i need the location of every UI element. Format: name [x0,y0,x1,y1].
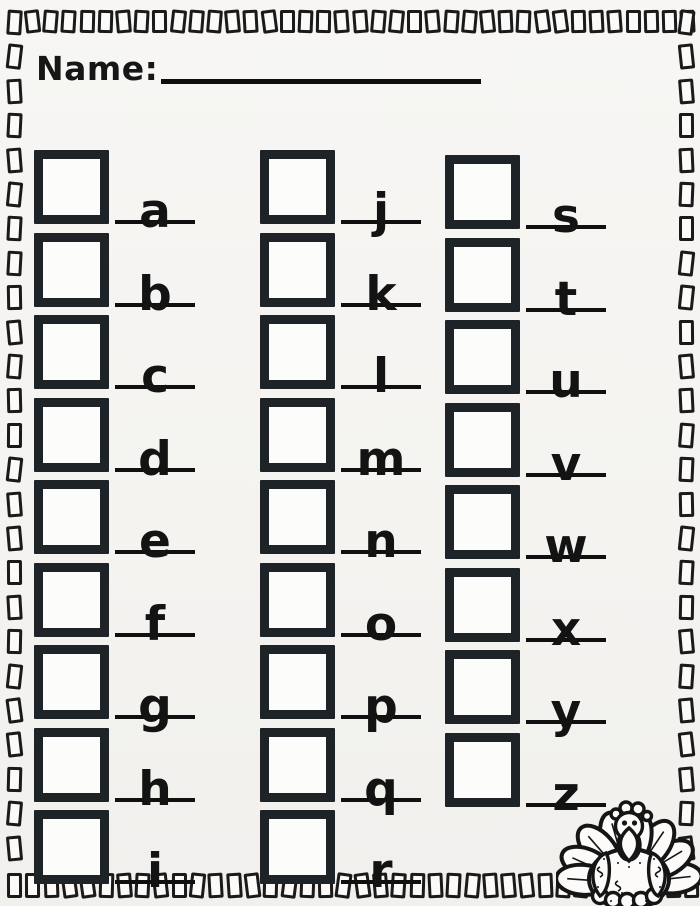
border-rectangle [6,216,22,242]
writing-line-h[interactable] [115,734,195,817]
border-rectangle [6,491,22,517]
writing-line-y[interactable] [526,656,606,740]
lowercase-letter: b [138,266,172,322]
border-rectangle [679,216,694,241]
letter-column-j-r [260,150,421,900]
name-blank-line[interactable] [161,79,481,84]
letter-row-b [34,233,195,322]
lowercase-letter: c [141,349,169,405]
border-rectangle [589,10,605,34]
border-rectangle [6,250,22,276]
uppercase-answer-box-i[interactable] [34,810,109,884]
letter-row-t [445,238,606,327]
writing-line-d[interactable] [115,404,195,487]
letter-row-l [260,315,421,405]
writing-line-n[interactable] [341,486,421,570]
border-rectangle [298,10,313,34]
writing-line-v[interactable] [526,409,606,492]
border-rectangle [678,663,694,689]
name-label: Name: [36,49,159,88]
uppercase-answer-box-j[interactable] [260,150,335,224]
border-rectangle [7,560,22,585]
uppercase-answer-box-m[interactable] [260,398,335,472]
writing-line-w[interactable] [526,491,606,575]
border-rectangle [679,491,694,516]
border-rectangle [6,147,22,173]
uppercase-answer-box-z[interactable] [445,733,520,807]
writing-line-e[interactable] [115,486,195,570]
border-rectangle [662,10,677,33]
writing-line-b[interactable] [115,239,195,322]
uppercase-answer-box-g[interactable] [34,645,109,719]
border-rectangle [678,525,695,551]
border-rectangle [443,10,459,34]
letter-row-v [445,403,606,492]
border-rectangle [479,9,496,33]
border-rectangle [152,10,167,33]
turkey-clipart [556,793,700,906]
uppercase-answer-box-u[interactable] [445,320,520,394]
border-rectangle [6,732,23,758]
lowercase-letter: h [138,761,172,817]
lowercase-letter: a [139,184,171,240]
lowercase-letter: f [144,596,166,652]
uppercase-answer-box-v[interactable] [445,403,520,477]
border-rectangle [518,872,535,898]
border-rectangle [679,182,694,208]
lowercase-letter: w [544,519,588,575]
uppercase-answer-box-t[interactable] [445,238,520,312]
border-rectangle [6,801,23,827]
lowercase-letter: g [138,679,172,735]
border-rectangle [6,594,22,620]
lowercase-letter: i [146,844,164,900]
border-rectangle [260,9,277,34]
letter-column-s-z [445,155,606,822]
lowercase-letter: j [372,184,390,240]
border-rectangle [188,9,204,33]
letter-row-g [34,645,195,735]
writing-line-q[interactable] [341,734,421,817]
border-rectangle [500,872,517,898]
writing-line-i[interactable] [115,816,195,900]
border-rectangle [678,422,694,448]
border-rectangle [79,10,94,33]
uppercase-answer-box-q[interactable] [260,728,335,802]
letter-row-y [445,650,606,740]
border-rectangle [352,9,368,33]
letter-row-q [260,728,421,817]
border-rectangle [679,595,694,620]
uppercase-answer-box-x[interactable] [445,568,520,642]
border-rectangle [6,319,23,345]
lowercase-letter: r [369,844,393,900]
lowercase-letter: v [550,436,582,492]
border-rectangle [537,873,553,899]
writing-line-j[interactable] [341,156,421,240]
letter-row-s [445,155,606,245]
border-rectangle [224,9,241,33]
letter-row-h [34,728,195,817]
border-rectangle [678,629,695,655]
border-rectangle [7,423,22,448]
border-rectangle [24,9,41,34]
border-rectangle [498,10,514,34]
border-rectangle [7,767,22,792]
writing-line-u[interactable] [526,326,606,410]
border-rectangle [115,9,131,33]
border-rectangle [6,181,23,207]
letter-row-i [34,810,195,900]
border-rectangle [370,9,386,33]
letter-row-a [34,150,195,240]
border-rectangle [424,9,440,33]
border-rectangle [516,10,531,34]
border-rectangle [678,284,695,310]
border-rectangle [678,388,694,414]
writing-line-c[interactable] [115,321,195,405]
uppercase-answer-box-c[interactable] [34,315,109,389]
lowercase-letter: z [552,766,580,822]
border-rectangle [679,113,694,138]
uppercase-answer-box-w[interactable] [445,485,520,559]
border-rectangle [6,353,22,379]
border-rectangle [7,388,22,413]
writing-line-f[interactable] [115,569,195,652]
letter-row-o [260,563,421,652]
lowercase-letter: y [550,684,582,740]
border-rectangle [5,697,23,724]
lowercase-letter: t [554,271,578,327]
border-rectangle [206,9,222,33]
border-rectangle [226,873,242,899]
border-rectangle [7,873,22,898]
border-rectangle [6,456,23,483]
border-rectangle [533,9,550,34]
letter-row-w [445,485,606,575]
lowercase-letter: m [356,431,406,487]
border-rectangle [6,113,22,139]
border-rectangle [678,353,695,379]
letter-row-x [445,568,606,657]
border-rectangle [446,873,462,899]
border-rectangle [42,9,58,33]
letter-row-p [260,645,421,735]
border-rectangle [678,250,695,276]
letter-row-k [260,233,421,322]
lowercase-letter: o [364,596,398,652]
border-rectangle [243,10,259,34]
lowercase-letter: x [550,601,582,657]
border-rectangle [463,872,480,898]
border-rectangle [427,873,443,899]
border-rectangle [678,457,694,483]
border-rectangle [678,147,694,173]
uppercase-answer-box-r[interactable] [260,810,335,884]
letter-row-d [34,398,195,487]
border-rectangle [644,10,659,33]
writing-line-l[interactable] [341,321,421,405]
border-rectangle [6,78,22,104]
letter-row-j [260,150,421,240]
letter-row-u [445,320,606,410]
writing-line-a[interactable] [115,156,195,240]
lowercase-letter: e [139,514,171,570]
letter-row-e [34,480,195,570]
border-rectangle [571,10,586,33]
writing-line-o[interactable] [341,569,421,652]
uppercase-answer-box-k[interactable] [260,233,335,307]
writing-line-g[interactable] [115,651,195,735]
border-rectangle [61,10,77,34]
writing-line-s[interactable] [526,161,606,245]
writing-line-p[interactable] [341,651,421,735]
turkey-beak [620,828,637,861]
border-rectangle [678,44,695,70]
writing-line-k[interactable] [341,239,421,322]
uppercase-answer-box-d[interactable] [34,398,109,472]
border-rectangle [482,872,498,898]
border-rectangle [6,663,23,689]
lowercase-letter: k [365,266,397,322]
border-rectangle [6,44,23,71]
border-rectangle [134,10,150,34]
border-rectangle [6,10,22,36]
writing-line-t[interactable] [526,244,606,327]
border-rectangle [678,78,694,104]
writing-line-r[interactable] [341,816,421,900]
border-rectangle [626,10,641,33]
uppercase-answer-box-n[interactable] [260,480,335,554]
border-rectangle [208,873,224,899]
border-rectangle [169,9,186,33]
border-rectangle [7,629,22,654]
uppercase-answer-box-p[interactable] [260,645,335,719]
letter-row-n [260,480,421,570]
lowercase-letter: s [552,189,580,245]
lowercase-letter: l [372,349,390,405]
border-rectangle [607,9,623,33]
writing-line-x[interactable] [526,574,606,657]
uppercase-answer-box-a[interactable] [34,150,109,224]
uppercase-answer-box-b[interactable] [34,233,109,307]
border-rectangle [678,560,694,586]
uppercase-answer-box-h[interactable] [34,728,109,802]
uppercase-answer-box-y[interactable] [445,650,520,724]
lowercase-letter: d [138,431,172,487]
border-rectangle [678,732,695,759]
border-rectangle [678,697,695,723]
border-rectangle [388,9,405,33]
border-rectangle [97,10,112,33]
border-rectangle [280,10,295,33]
border-rectangle [7,285,22,310]
lowercase-letter: p [364,679,398,735]
lowercase-letter: q [364,761,398,817]
border-rectangle [334,10,350,34]
letter-row-c [34,315,195,405]
border-rectangle [551,9,568,34]
border-rectangle [316,10,331,33]
letter-row-m [260,398,421,487]
uppercase-answer-box-s[interactable] [445,155,520,229]
uppercase-answer-box-e[interactable] [34,480,109,554]
lowercase-letter: u [549,354,583,410]
border-rectangle [679,320,694,345]
uppercase-answer-box-o[interactable] [260,563,335,637]
uppercase-answer-box-f[interactable] [34,563,109,637]
border-rectangle [6,525,23,551]
border-rectangle [461,9,477,33]
lowercase-letter: n [364,514,398,570]
letter-row-r [260,810,421,900]
letter-column-a-i [34,150,195,900]
uppercase-answer-box-l[interactable] [260,315,335,389]
border-rectangle [243,872,260,899]
border-rectangle [678,766,695,792]
border-rectangle [6,835,23,861]
letter-row-f [34,563,195,652]
name-row [36,49,481,88]
writing-line-m[interactable] [341,404,421,487]
border-rectangle [407,10,422,33]
